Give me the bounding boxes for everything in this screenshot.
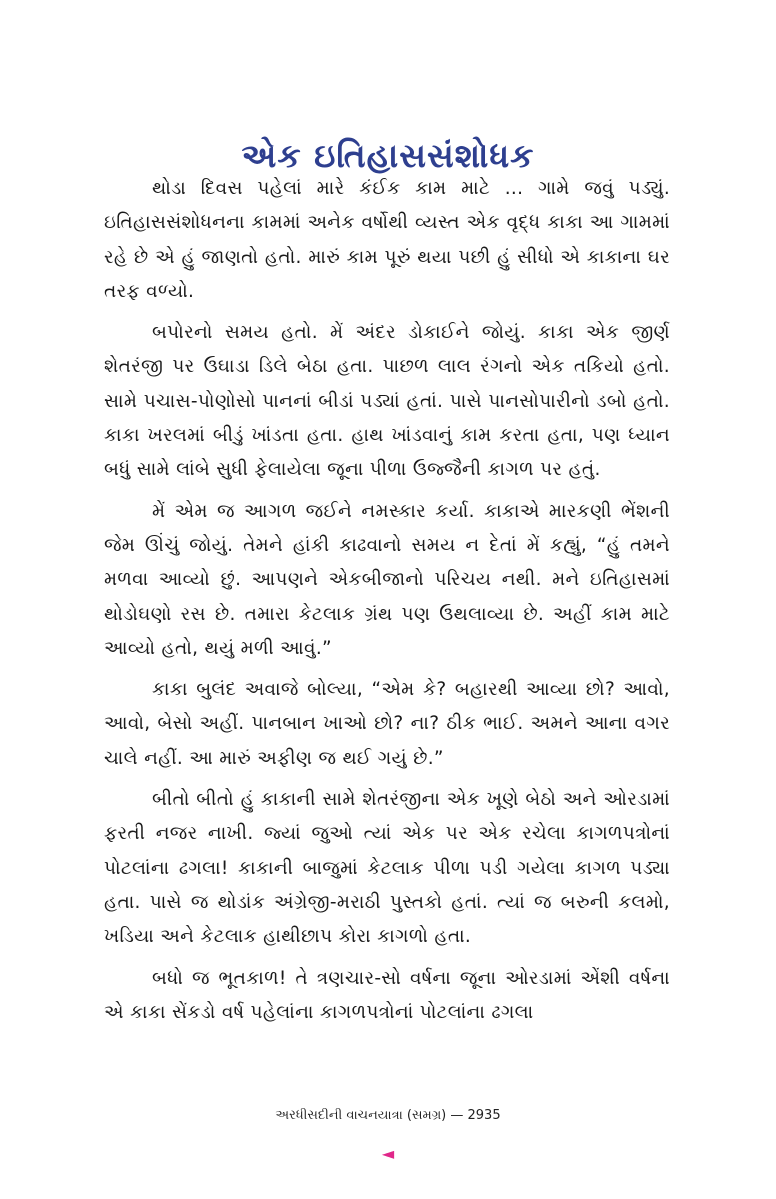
page-title: એક ઇતિહાસસંશોધક bbox=[241, 136, 535, 176]
paragraph-6: બધો જ ભૂતકાળ! તે ત્રણચાર-સો વર્ષના જૂના ઓરડામાં એંશી વર્ષના એ કાકા સેંકડો વર્ષ પહેલાંના કાગળપત્રોનાં પોટલાંના ઢગલા bbox=[104, 967, 670, 1023]
article-body bbox=[104, 172, 670, 1037]
paragraph-1: થોડા દિવસ પહેલાં મારે કંઈક કામ માટે ... ગામે જવું પડ્યું. ઇતિહાસસંશોધનના કામમાં અનેક વર્ષોથી વ્યસ્ત એક વૃદ્ધ કાકા આ ગામમાં રહે છે એ હું જાણતો હતો. મારું કામ પૂરું થયા પછી હું સીધો એ કાકાના ઘર તરફ વળ્યો. bbox=[104, 178, 670, 302]
paragraph-5: બીતો બીતો હું કાકાની સામે શેતરંજીના એક ખૂણે બેઠો અને ઓરડામાં ફરતી નજર નાખી. જ્યાં જુઓ ત્યાં એક પર એક રચેલા કાગળપત્રોનાં પોટલાંના ઢગલા! કાકાની બાજુમાં કેટલાક પીળા પડી ગયેલા કાગળ પડ્યા હતા. પાસે જ થોડાંક અંગ્રેજી-મરાઠી પુસ્તકો હતાં. ત્યાં જ બરુની કલમો, ખડિયા અને કેટલાક હાથીછાપ કોરા કાગળો હતા. bbox=[104, 789, 670, 948]
page-footer: અરધીસદીની વાચનયાત્રા (સમગ્ર) — 2935 bbox=[275, 1108, 501, 1123]
previous-page-arrow-icon[interactable]: ◄ bbox=[381, 1144, 395, 1163]
paragraph-3: મેં એમ જ આગળ જઈને નમસ્કાર કર્યા. કાકાએ મારકણી ભેંશની જેમ ઊંચું જોયું. તેમને હાંકી કાઢવાનો સમય ન દેતાં મેં કહ્યું, “હું તમને મળવા આવ્યો છું. આપણને એકબીજાનો પરિચય નથી. મને ઇતિહાસમાં થોડોઘણો રસ છે. તમારા કેટલાક ગ્રંથ પણ ઉથલાવ્યા છે. અહીં કામ માટે આવ્યો હતો, થયું મળી આવું.” bbox=[104, 500, 670, 659]
paragraph-2: બપોરનો સમય હતો. મેં અંદર ડોકાઈને જોયું. કાકા એક જીર્ણ શેતરંજી પર ઉઘાડા ડિલે બેઠા હતા. પાછળ લાલ રંગનો એક તકિયો હતો. સામે પચાસ-પોણોસો પાનનાં બીડાં પડ્યાં હતાં. પાસે પાનસોપારીનો ડબો હતો. કાકા ખરલમાં બીડું ખાંડતા હતા. હાથ ખાંડવાનું કામ કરતા હતા, પણ ધ્યાન બધું સામે લાંબે સુધી ફેલાયેલા જૂના પીળા ઉજ્જૈની કાગળ પર હતું. bbox=[104, 322, 670, 481]
paragraph-4: કાકા બુલંદ અવાજે બોલ્યા, “એમ કે? બહારથી આવ્યા છો? આવો, આવો, બેસો અહીં. પાનબાન ખાઓ છો? ના? ઠીક ભાઈ. અમને આના વગર ચાલે નહીં. આ મારું અફીણ જ થઈ ગયું છે.” bbox=[104, 679, 670, 769]
